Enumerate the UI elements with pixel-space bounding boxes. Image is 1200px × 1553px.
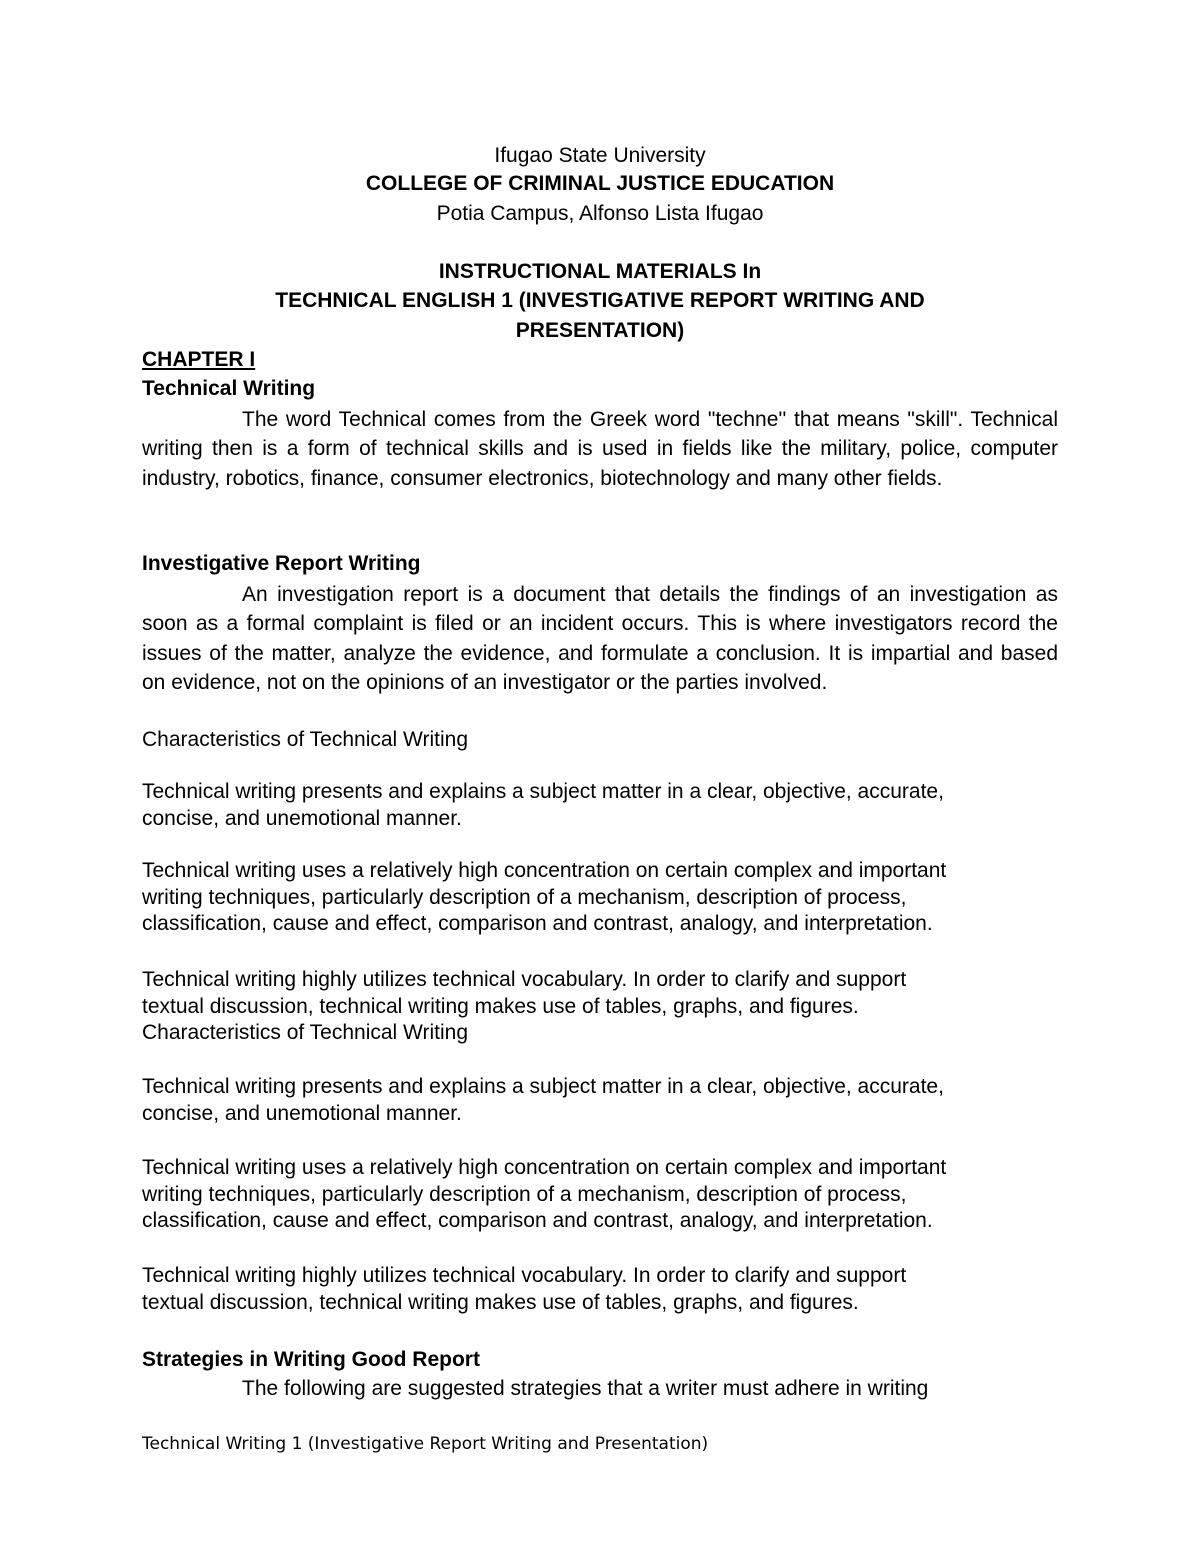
characteristics-paragraph-2 xyxy=(142,858,1072,938)
characteristics-paragraph-2-repeat xyxy=(142,1155,1072,1235)
paragraph-line: Technical writing highly utilizes technical vocabulary. In order to clarify and support xyxy=(142,1264,907,1287)
paragraph-line: Technical writing highly utilizes technical vocabulary. In order to clarify and support xyxy=(142,968,907,991)
paragraph-line: writing techniques, particularly description of a mechanism, description of process, xyxy=(142,1182,907,1206)
characteristics-heading-2: Characteristics of Technical Writing xyxy=(142,1021,469,1044)
strategies-text: The following are suggested strategies that a writer must adhere in writing xyxy=(242,1377,929,1400)
characteristics-paragraph-1 xyxy=(142,779,1072,832)
paragraph-line: Technical writing presents and explains a subject matter in a clear, objective, accurate, xyxy=(142,1075,944,1098)
characteristics-heading-1: Characteristics of Technical Writing xyxy=(142,728,469,751)
characteristics-paragraph-1-repeat xyxy=(142,1074,1072,1127)
section-heading-strategies: Strategies in Writing Good Report xyxy=(142,1348,480,1371)
section-heading-technical-writing: Technical Writing xyxy=(142,377,316,400)
page-footer: Technical Writing 1 (Investigative Report Writing and Presentation) xyxy=(142,1434,709,1454)
university-name: Ifugao State University xyxy=(494,144,706,167)
paragraph-line: textual discussion, technical writing makes use of tables, graphs, and figures. xyxy=(142,1290,859,1314)
paragraph-line: Technical writing uses a relatively high concentration on certain complex and important xyxy=(142,1156,947,1179)
document-title-line-1: INSTRUCTIONAL MATERIALS In xyxy=(438,260,762,283)
paragraph-line: textual discussion, technical writing makes use of tables, graphs, and figures. xyxy=(142,994,859,1018)
paragraph-line: classification, cause and effect, comparison and contrast, analogy, and interpretation. xyxy=(142,1209,933,1232)
document-title-line-3: PRESENTATION) xyxy=(515,319,685,342)
chapter-heading: CHAPTER I xyxy=(142,348,256,371)
investigative-text: An investigation report is a document that details the findings of an investigation as soon as a formal complaint is filed or an incident occurs. This is where investigators record the issues of the matter, analyze the evidence, and formulate a conclusion. It is impartial and based on evidence, not on the opinions of an investigator or the parties involved. xyxy=(142,583,1058,695)
investigative-paragraph xyxy=(142,580,1058,698)
section-heading-investigative-report: Investigative Report Writing xyxy=(142,552,421,575)
technical-writing-paragraph xyxy=(142,405,1058,493)
paragraph-line: writing techniques, particularly description of a mechanism, description of process, xyxy=(142,885,907,909)
technical-writing-text: The word Technical comes from the Greek word "techne'' that means "skill". Technical writing then is a form of technical skills and is used in fields like the military, police, computer industry, robotics, finance, consumer electronics, biotechnology and many other fields. xyxy=(142,408,1058,490)
campus-address: Potia Campus, Alfonso Lista Ifugao xyxy=(436,202,764,225)
characteristics-paragraph-3-repeat xyxy=(142,1263,1072,1316)
college-name: COLLEGE OF CRIMINAL JUSTICE EDUCATION xyxy=(365,172,835,195)
document-title-line-2: TECHNICAL ENGLISH 1 (INVESTIGATIVE REPORT WRITING AND xyxy=(275,289,925,312)
paragraph-line: Technical writing uses a relatively high concentration on certain complex and important xyxy=(142,859,947,882)
paragraph-line: Technical writing presents and explains a subject matter in a clear, objective, accurate, xyxy=(142,780,944,803)
paragraph-line: concise, and unemotional manner. xyxy=(142,806,462,830)
characteristics-paragraph-3 xyxy=(142,967,1072,1047)
paragraph-line: concise, and unemotional manner. xyxy=(142,1101,462,1125)
paragraph-line: classification, cause and effect, comparison and contrast, analogy, and interpretation. xyxy=(142,912,933,935)
